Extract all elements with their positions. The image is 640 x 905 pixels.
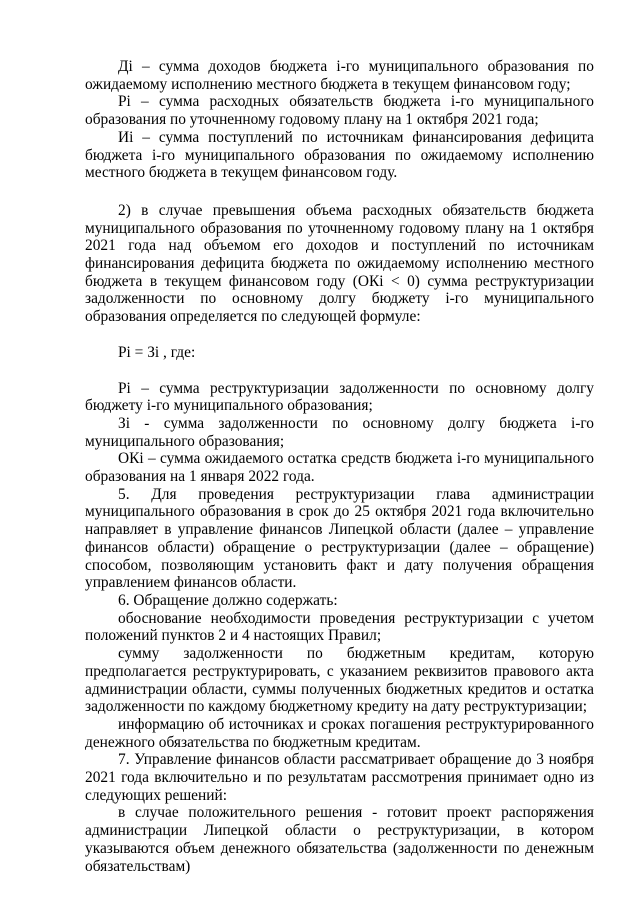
paragraph-r-definition: Рi – сумма расходных обязательств бюджета i-го муниципального образования по уточненному годовому плану на 1 октября 2021 года; [85,93,594,129]
paragraph-r-restructuring: Рi – сумма реструктуризации задолженности по основному долгу бюджету i-го муниципального образования; [85,379,594,415]
paragraph-ok-balance: ОКi – сумма ожидаемого остатка средств бюджета i-го муниципального образования на 1 января 2022 года. [85,450,594,486]
paragraph-d-definition: Дi – сумма доходов бюджета i-го муниципального образования по ожидаемому исполнению местного бюджета в текущем финансовом году; [85,58,594,93]
paragraph-i-definition: Иi – сумма поступлений по источникам финансирования дефицита бюджета i-го муниципального образования по ожидаемому исполнению местного бюджета в текущем финансовом году. [85,128,594,182]
paragraph-z-debt: Зi - сумма задолженности по основному долгу бюджета i-го муниципального образования; [85,414,594,450]
paragraph-case-2: 2) в случае превышения объема расходных обязательств бюджета муниципального образования по уточненному годовому плану на 1 октября 2021 года над объемом его доходов и поступлений по источникам финансирования дефицита бюджета по ожидаемому исполнению местного бюджета в текущем финансовом году (ОКi < 0) сумма реструктуризации задолженности по основному долгу бюджету i-го муниципального образования определяется по следующей формуле: [85,201,594,326]
paragraph-item-7: 7. Управление финансов области рассматривает обращение до 3 ноября 2021 года включительно и по результатам рассмотрения принимает одно из следующих решений: [85,751,594,804]
paragraph-positive-decision: в случае положительного решения - готовит проект распоряжения администрации Липецкой области о реструктуризации, в котором указываются объем денежного обязательства (задолженности по денежным обязательствам) [85,804,594,875]
paragraph-repayment-info: информацию об источниках и сроках погашения реструктурированного денежного обязательства по бюджетным кредитам. [85,715,594,751]
paragraph-item-5: 5. Для проведения реструктуризации глава администрации муниципального образования в срок до 25 октября 2021 года включительно направляет в управление финансов Липецкой области (далее – управление финансов области) обращение о реструктуризации (далее – обращение) способом, позволяющим установить факт и дату получения обращения управлением финансов области. [85,485,594,592]
paragraph-debt-amount: сумму задолженности по бюджетным кредитам, которую предполагается реструктурировать, с указанием реквизитов правового акта администрации области, суммы полученных бюджетных кредитов и остатка задолженности по каждому бюджетному кредиту на дату реструктуризации; [85,645,594,716]
paragraph-item-6: 6. Обращение должно содержать: [118,591,338,609]
paragraph-justification: обоснование необходимости проведения реструктуризации с учетом положений пунктов 2 и 4 настоящих Правил; [85,609,594,645]
formula-line: Рi = Зi , где: [118,343,196,361]
